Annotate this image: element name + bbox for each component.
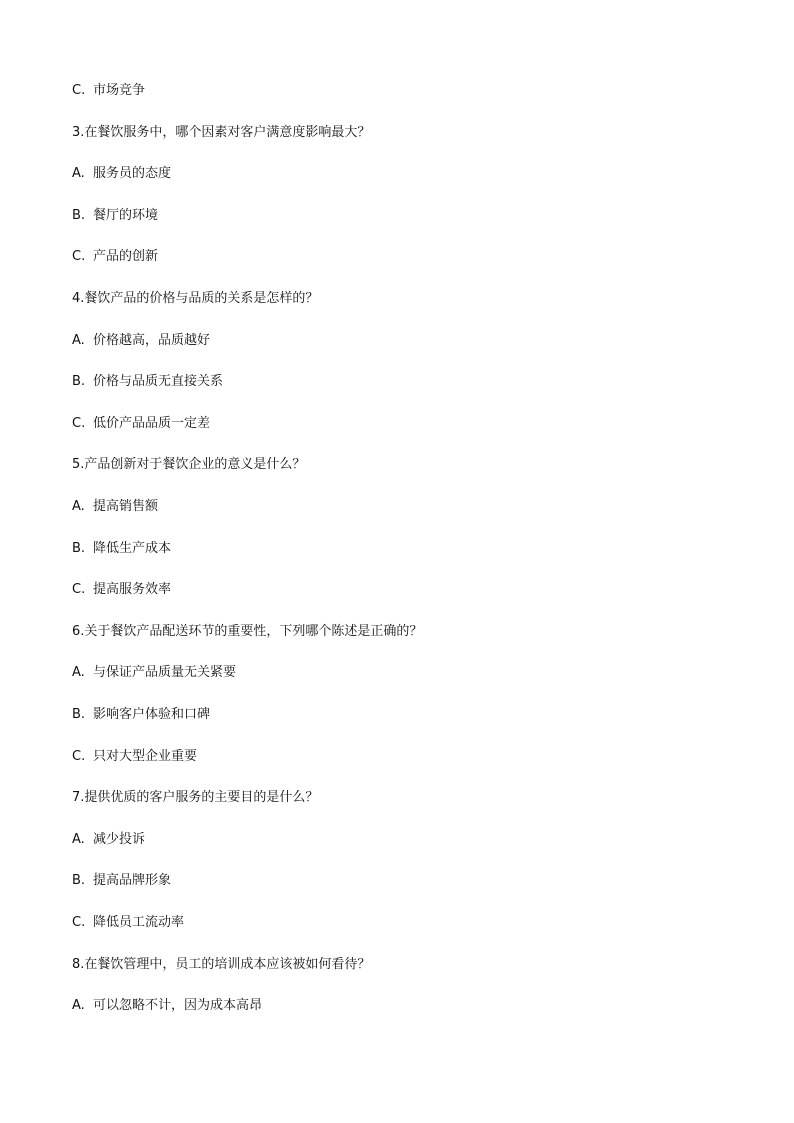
answer-option: [72, 871, 171, 891]
option-letter: C.: [72, 748, 86, 764]
option-letter: A.: [72, 166, 85, 182]
answer-option: [72, 497, 158, 517]
option-text: 产品的创新: [93, 249, 159, 265]
option-letter: C.: [72, 915, 86, 930]
question-text: 4.餐饮产品的价格与品质的关系是怎样的？: [72, 291, 319, 306]
answer-option: [72, 206, 158, 226]
answer-option: [72, 331, 210, 351]
option-letter: B.: [72, 207, 86, 223]
answer-option: [72, 414, 210, 434]
option-text: 市场竞争: [93, 83, 146, 98]
option-letter: A.: [72, 499, 85, 514]
question-text: 7.提供优质的客户服务的主要目的是什么？: [72, 790, 319, 806]
option-letter: C.: [72, 83, 86, 98]
answer-option: [72, 247, 158, 267]
option-letter: B.: [72, 873, 86, 889]
answer-option: [72, 705, 210, 725]
answer-option: [72, 913, 184, 933]
option-text: 影响客户体验和口碑: [93, 707, 211, 722]
question-text: 8.在餐饮管理中，员工的培训成本应该被如何看待？: [72, 956, 371, 972]
option-text: 提高销售额: [93, 499, 159, 514]
option-text: 降低员工流动率: [93, 915, 185, 930]
option-text: 与保证产品质量无关紧要: [93, 665, 237, 681]
question-text: 5.产品创新对于餐饮企业的意义是什么？: [72, 457, 306, 473]
option-text: 可以忽略不计，因为成本高昂: [93, 998, 263, 1014]
option-text: 价格越高，品质越好: [93, 332, 211, 348]
option-letter: A.: [72, 831, 85, 847]
option-text: 只对大型企业重要: [93, 748, 198, 764]
option-text: 降低生产成本: [93, 540, 172, 556]
answer-option: [72, 372, 223, 392]
option-letter: A.: [72, 332, 85, 348]
option-letter: B.: [72, 707, 86, 722]
option-text: 提高服务效率: [93, 582, 172, 598]
question-text: 6.关于餐饮产品配送环节的重要性，下列哪个陈述是正确的？: [72, 623, 423, 639]
answer-option: [72, 996, 262, 1016]
option-letter: B.: [72, 374, 86, 390]
option-text: 低价产品品质一定差: [93, 415, 211, 431]
answer-option: [72, 663, 236, 683]
answer-option: [72, 164, 171, 184]
option-text: 减少投诉: [93, 831, 146, 847]
option-text: 提高品牌形象: [93, 873, 172, 889]
option-text: 服务员的态度: [93, 166, 172, 182]
answer-option: [72, 747, 197, 767]
answer-option: [72, 580, 171, 600]
option-letter: A.: [72, 998, 85, 1014]
answer-option: [72, 539, 171, 559]
answer-option: [72, 830, 145, 850]
option-letter: B.: [72, 540, 86, 556]
option-letter: A.: [72, 665, 85, 681]
question-text: 3.在餐饮服务中，哪个因素对客户满意度影响最大？: [72, 124, 371, 140]
option-text: 餐厅的环境: [93, 207, 159, 223]
answer-option: [72, 81, 145, 101]
option-letter: C.: [72, 582, 86, 598]
option-letter: C.: [72, 249, 86, 265]
option-text: 价格与品质无直接关系: [93, 374, 224, 390]
option-letter: C.: [72, 415, 86, 431]
